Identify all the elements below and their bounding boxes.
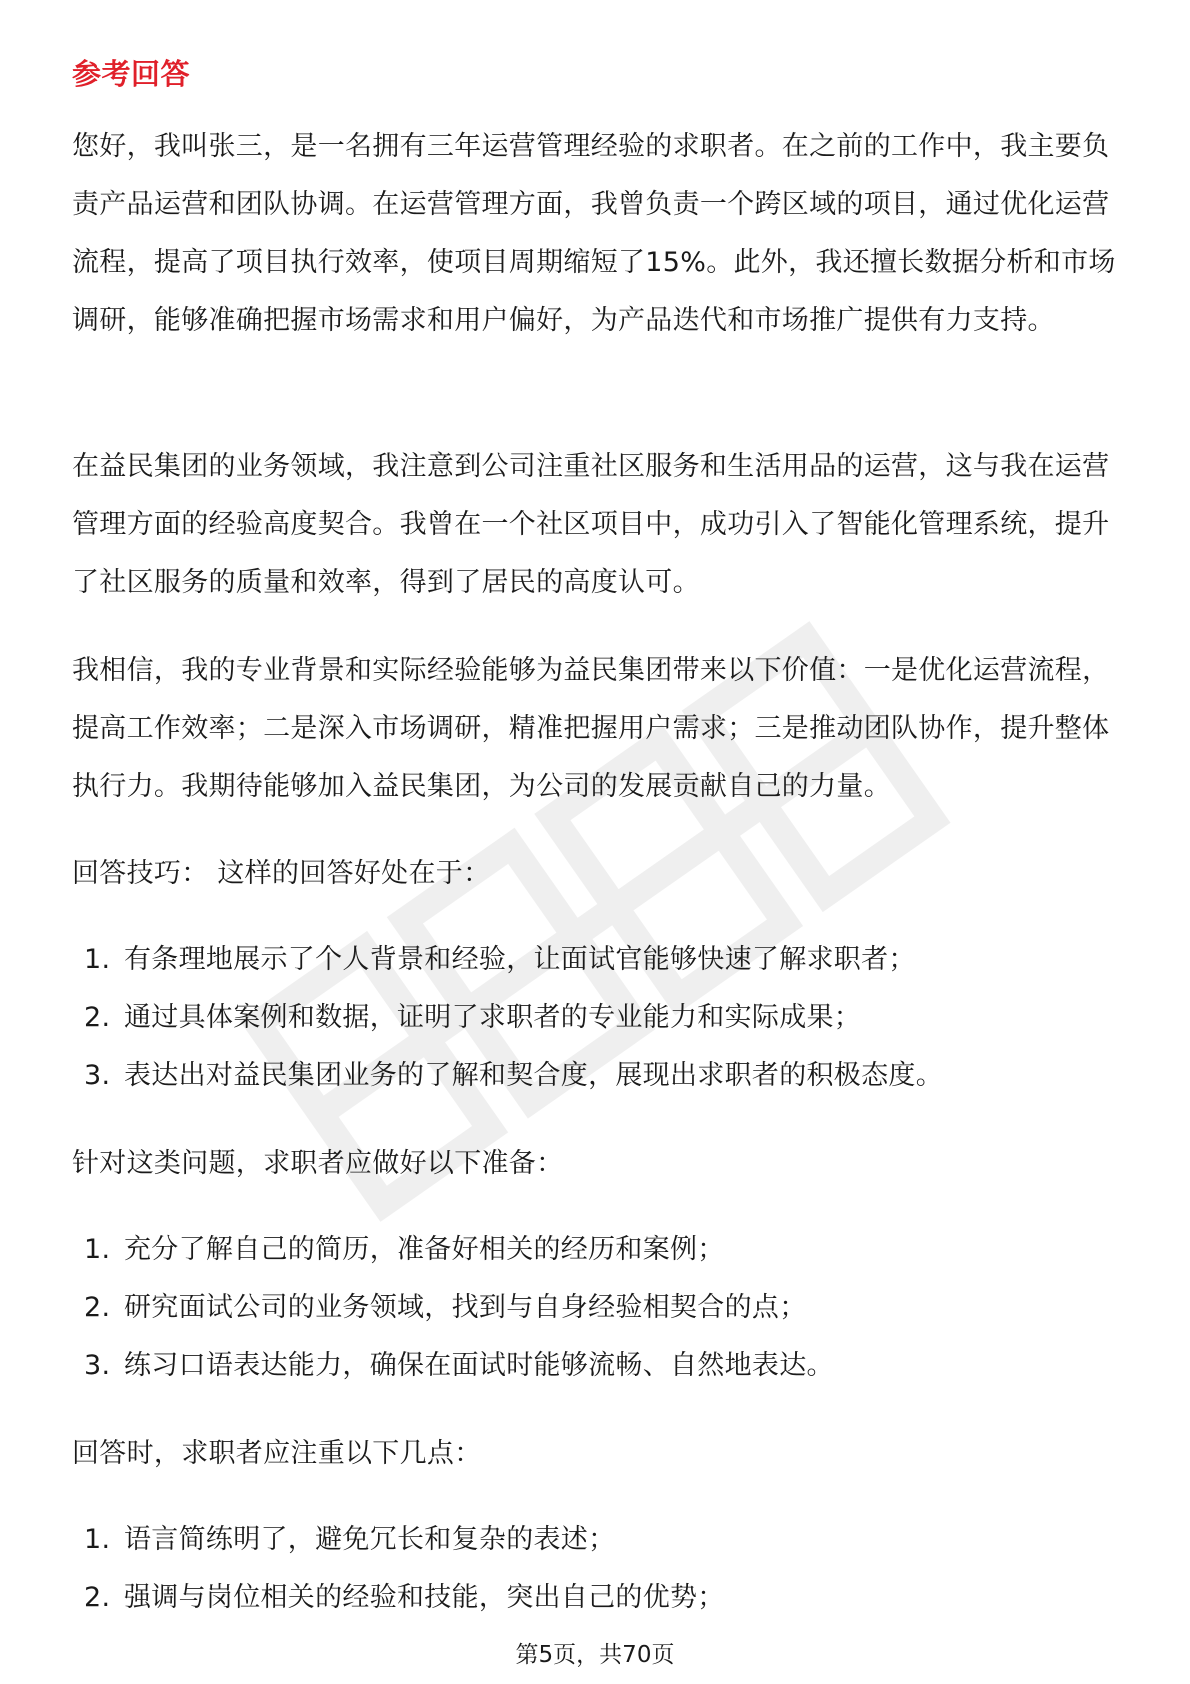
tips-list bbox=[72, 940, 1122, 1114]
list-item bbox=[72, 1520, 1122, 1578]
attention-lead: 回答时，求职者应注重以下几点： bbox=[72, 1438, 482, 1469]
attention-list bbox=[72, 1520, 1122, 1636]
answer-paragraph-1: 您好，我叫张三，是一名拥有三年运营管理经验的求职者。在之前的工作中，我主要负责产品运营和团队协调。在运营管理方面，我曾负责一个跨区域的项目，通过优化运营流程，提高了项目执行效率，使项目周期缩短了15%。此外，我还擅长数据分析和市场调研，能够准确把握市场需求和用户偏好，为产品迭代和市场推广提供有力支持。 bbox=[72, 131, 1116, 336]
list-number: 3. bbox=[84, 1060, 111, 1091]
list-item bbox=[72, 1230, 1122, 1288]
list-item bbox=[72, 1578, 1122, 1636]
list-number: 2. bbox=[84, 1292, 111, 1323]
list-number: 1. bbox=[84, 1524, 111, 1555]
list-text: 充分了解自己的简历，准备好相关的经历和案例； bbox=[124, 1234, 725, 1265]
preparation-lead: 针对这类问题，求职者应做好以下准备： bbox=[72, 1148, 564, 1179]
list-text: 练习口语表达能力，确保在面试时能够流畅、自然地表达。 bbox=[124, 1350, 834, 1381]
list-number: 2. bbox=[84, 1002, 111, 1033]
answer-paragraph-3: 我相信，我的专业背景和实际经验能够为益民集团带来以下价值：一是优化运营流程，提高工作效率；二是深入市场调研，精准把握用户需求；三是推动团队协作，提升整体执行力。我期待能够加入益民集团，为公司的发展贡献自己的力量。 bbox=[72, 655, 1110, 802]
list-number: 1. bbox=[84, 944, 111, 975]
list-item bbox=[72, 1346, 1122, 1404]
list-text: 强调与岗位相关的经验和技能，突出自己的优势； bbox=[124, 1582, 725, 1613]
list-item bbox=[72, 998, 1122, 1056]
list-text: 有条理地展示了个人背景和经验，让面试官能够快速了解求职者； bbox=[124, 944, 916, 975]
list-item bbox=[72, 940, 1122, 998]
list-item bbox=[72, 1288, 1122, 1346]
list-number: 2. bbox=[84, 1582, 111, 1613]
list-number: 3. bbox=[84, 1350, 111, 1381]
list-text: 语言简练明了，避免冗长和复杂的表述； bbox=[124, 1524, 616, 1555]
preparation-list bbox=[72, 1230, 1122, 1404]
list-number: 1. bbox=[84, 1234, 111, 1265]
list-text: 研究面试公司的业务领域，找到与自身经验相契合的点； bbox=[124, 1292, 807, 1323]
page-number-footer: 第5页，共70页 bbox=[515, 1642, 675, 1668]
list-item bbox=[72, 1056, 1122, 1114]
list-text: 通过具体案例和数据，证明了求职者的专业能力和实际成果； bbox=[124, 1002, 862, 1033]
tips-lead: 回答技巧： 这样的回答好处在于： bbox=[72, 858, 491, 889]
section-heading: 参考回答 bbox=[72, 57, 191, 91]
answer-paragraph-2: 在益民集团的业务领域，我注意到公司注重社区服务和生活用品的运营，这与我在运营管理方面的经验高度契合。我曾在一个社区项目中，成功引入了智能化管理系统，提升了社区服务的质量和效率，得到了居民的高度认可。 bbox=[72, 451, 1110, 598]
list-text: 表达出对益民集团业务的了解和契合度，展现出求职者的积极态度。 bbox=[124, 1060, 943, 1091]
